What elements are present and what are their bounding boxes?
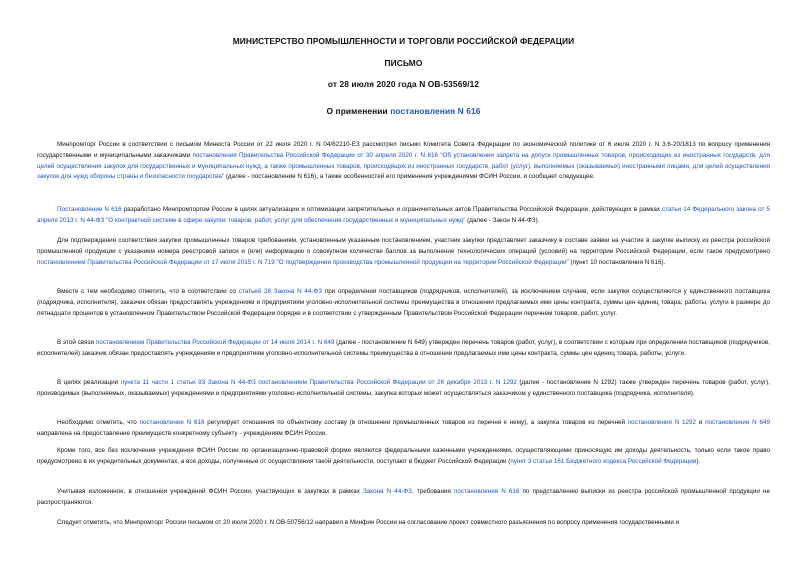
document-link[interactable]: постановления Правительства Российской Федерации от 30 апреля 2020 г. N 616 "Об установлении запрета на допуск промышленных товаров, происходящих из иностранных государств, для целей осуществления закупок для государственных и муниципальных нужд, а также промышленных товаров, происходящих из иностранных государств, работ (услуг), выполняемых (оказываемых) иностранными лицами, для целей осуществления закупок для нужд обороны страны и безопасности государства" [37,151,770,181]
paragraph [37,378,770,400]
paragraph [37,518,770,529]
document-link[interactable]: статьей 28 Закона N 44-ФЗ [238,288,323,295]
document-link[interactable]: статьи 14 Федерального закона от 5 апреля 2013 г. N 44-ФЗ "О контрактной системе в сфере закупок товаров, работ, услуг для обеспечения государственных и муниципальных нужд" [37,206,770,224]
paragraph [37,338,770,360]
document-link[interactable]: пункта 11 части 1 статьи 93 Закона N 44-ФЗ [120,379,256,386]
paragraph-text: направлена на предоставление преимуществ конкретному субъекту - учреждениям ФСИН России. [37,429,328,437]
paragraph-text: (далее - Закон N 44-ФЗ). [465,216,540,224]
paragraph-text: Кроме того, все без исключения учреждения ФСИН России по организационно-правовой форме являются федеральными казенными учреждениями, осуществляющими приносящую им доходы деятельность, только если такое право предусмотрено в их учредительных документах, а все доходы, полученные от осуществления такой деятельности, поступают в бюджет Российской Федерации ( [37,447,770,465]
paragraph-text: (далее - постановление N 649) утвержден перечень товаров (работ, услуг), в соответствии с которым при определении поставщиков (подрядчиков, исполнителей) заказчик обязан предоставлять учреждениям и предприятиям уголовно-исполнительной системы преимущества в отношении предлагаемых ими цены контракта, суммы цен единиц товара, работы, услуги. [37,339,770,357]
paragraph-text: Вместе с тем необходимо отметить, что в соответствии со [57,288,239,295]
paragraph-text: В целях реализации [57,379,121,386]
paragraph [37,287,770,319]
paragraph [37,140,770,183]
paragraph-text: Необходимо отметить, что [57,419,140,426]
document-kind: ПИСЬМО [384,58,423,68]
document-link[interactable]: постановление N 616 [139,419,205,426]
document-link[interactable]: постановлением Правительства Российской Федерации от 17 июля 2015 г. N 719 "О подтверждении производства промышленной продукции на территории Российской Федерации" [37,258,569,266]
paragraph-text: (далее - постановление N 616), а также особенностей его применения учреждениями ФСИН России, и сообщает следующее. [224,173,595,181]
paragraph-text: ). [696,457,701,465]
document-link[interactable]: постановления N 1292 [627,419,697,426]
document-link[interactable]: Постановление N 616 [57,206,122,213]
document-link[interactable]: постановлением Правительства Российской Федерации от 26 декабря 2013 г. N 1292 [258,379,517,386]
document-link[interactable]: постановления N 649 [705,419,770,426]
subject-prefix: О применении [326,106,391,116]
paragraph-text: , требования [411,488,454,495]
subject-link[interactable]: постановления N 616 [390,106,481,116]
paragraph-text: при определении поставщиков (подрядчиков, исполнителей), за исключением случаев, если закупки осуществляются у единственного поставщика (подрядчика, исполнителя), заказчик обязан предоставлять учреждениям и предприятиям уголовно-исполнительной системы преимущества в отношении предлагаемых ими цены контракта, суммы цен единиц товара, работы, услуги в размере до пятнадцати процентов в установленном Правительством Российской Федерации порядке и в соответствии с утвержденным Правительством Российской Федерации перечнем товаров, работ, услуг. [37,288,770,317]
paragraph [37,418,770,440]
paragraph-text: Для подтверждения соответствия закупки промышленных товаров требованиям, установленным указанным постановлением, участник закупки представляет заказчику в составе заявки на участие в закупке выписку из реестра российской промышленной продукции с указанием номера реестровой записи и (или) информацию о совокупном количестве баллов за выполнение технологических операций (условий) на территории Российской Федерации, если такое предусмотрено [37,237,770,255]
paragraph-text: по представлению выписки из реестра российской промышленной продукции не распространяются. [37,488,770,506]
document-link[interactable]: пункт 3 статьи 161 Бюджетного кодекса Российской Федерации [510,457,697,465]
paragraph-text: регулирует отношения по объектному составу (в отношении промышленных товаров из перечня к нему), а закупка товаров из перечней [204,419,628,426]
paragraph [37,446,770,468]
paragraph [37,487,770,509]
ministry-title: МИНИСТЕРСТВО ПРОМЫШЛЕННОСТИ И ТОРГОВЛИ РОССИЙСКОЙ ФЕДЕРАЦИИ [232,36,575,46]
paragraph-text: Следует отметить, что Минпромторг России письмом от 20 июля 2020 г. N ОВ-50756/12 направил в Минфин России на согласование проект совместного разъяснения по вопросу применения государственными и [57,519,680,526]
document-date-number: от 28 июля 2020 года N ОВ-53569/12 [327,79,480,89]
paragraph-text: В этой связи [57,339,96,346]
document-link[interactable]: постановления N 616 [454,488,520,495]
paragraph-text: (пункт 10 постановления N 616). [568,258,666,266]
paragraph-text: Учитывая изложенное, в отношении учреждений ФСИН России, участвующих в закупках в рамках [57,488,363,495]
document-link[interactable]: постановлением Правительства Российской Федерации от 14 июля 2014 г. N 649 [95,339,335,346]
paragraph-text: и [696,419,706,426]
paragraph [37,205,770,227]
paragraph-text: (далее - постановление N 1292) также утвержден перечень товаров (работ, услуг), производимых (выполняемых, оказываемых) учреждениями и предприятиями уголовно-исполнительной системы, закупка которых может осуществляться заказчиком у единственного поставщика (подрядчика, исполнителя). [37,379,770,397]
paragraph [37,236,770,268]
paragraph-text: разработано Минпромторгом России в целях актуализации и оптимизации запретительных и ограничительных актов Правительства Российской Федерации, действующих в рамках [121,206,663,213]
paragraph-text: Минпромторг России в соответствии с письмом Минюста России от 22 июля 2020 г. N 04/82210-ЕЗ рассмотрел письмо Комитета Совета Федерации по экономической политике от 6 июля 2020 г. N 3.6-20/1813 по вопросу применения государственными и муниципальными заказчиками [37,141,770,159]
document-subject [0,106,807,116]
document-link[interactable]: Закона N 44-ФЗ [362,488,412,495]
